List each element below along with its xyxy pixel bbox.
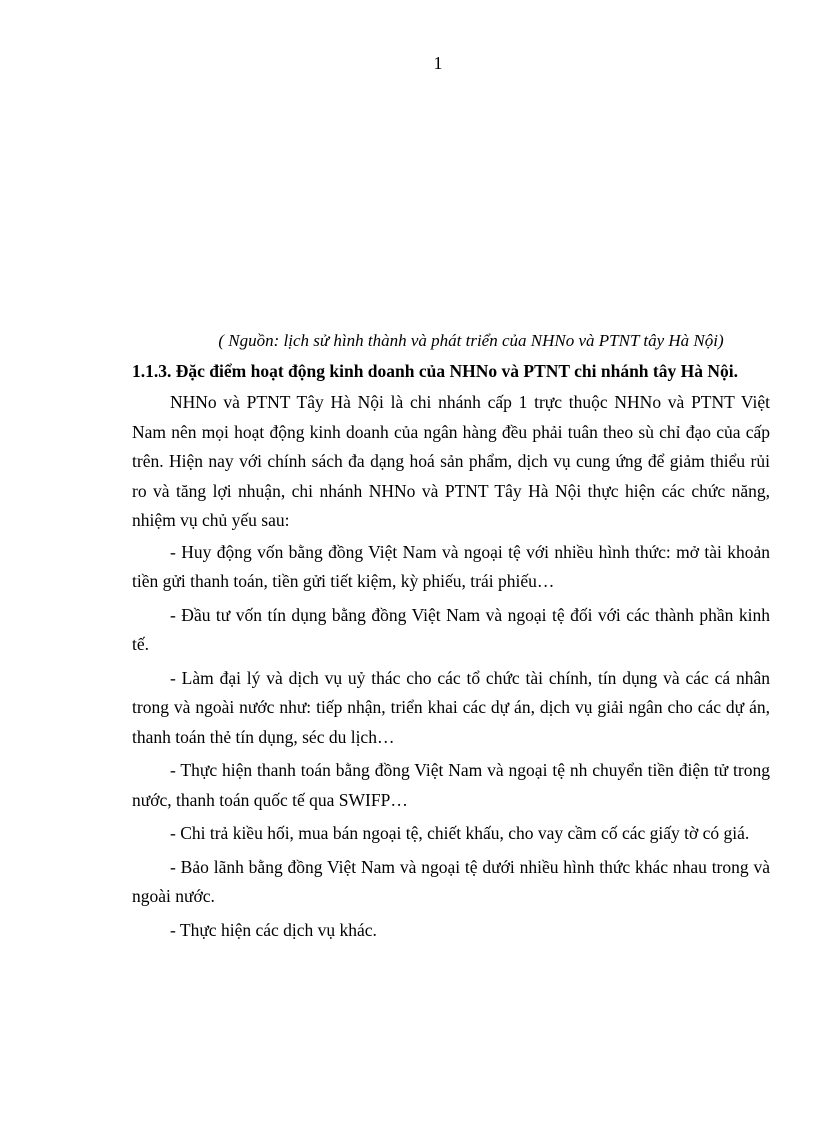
list-item: - Thực hiện các dịch vụ khác. (170, 919, 377, 940)
list-item: - Thực hiện thanh toán bằng đồng Việt Nam và ngoại tệ nh chuyển tiền điện tử trong nước, thanh toán quốc tế qua SWIFP… (132, 760, 770, 810)
list-item: - Làm đại lý và dịch vụ uỷ thác cho các tổ chức tài chính, tín dụng và các cá nhân trong và ngoài nước như: tiếp nhận, triển khai các dự án, dịch vụ giải ngân cho các dự án, thanh toán thẻ tín dụng, séc du lịch… (132, 667, 770, 747)
source-note: ( Nguồn: lịch sử hình thành và phát triển của NHNo và PTNT tây Hà Nội) (218, 331, 724, 350)
document-body (132, 326, 770, 949)
list-item: - Huy động vốn bằng đồng Việt Nam và ngoại tệ với nhiều hình thức: mở tài khoản tiền gửi thanh toán, tiền gửi tiết kiệm, kỳ phiếu, trái phiếu… (132, 541, 770, 591)
section-heading: 1.1.3. Đặc điểm hoạt động kinh doanh của NHNo và PTNT chi nhánh tây Hà Nội. (132, 361, 738, 381)
page-number: 1 (433, 53, 443, 73)
list-item: - Chi trả kiều hối, mua bán ngoại tệ, chiết khấu, cho vay cầm cố các giấy tờ có giá. (170, 823, 750, 843)
list-item: - Đầu tư vốn tín dụng bằng đồng Việt Nam và ngoại tệ đối với các thành phần kinh tế. (132, 604, 770, 654)
intro-paragraph: NHNo và PTNT Tây Hà Nội là chi nhánh cấp 1 trực thuộc NHNo và PTNT Việt Nam nên mọi hoạt động kinh doanh của ngân hàng đều phải tuân theo sù chỉ đạo của cấp trên. Hiện nay với chính sách đa dạng hoá sản phẩm, dịch vụ cung ứng để giảm thiểu rủi ro và tăng lợi nhuận, chi nhánh NHNo và PTNT Tây Hà Nội thực hiện các chức năng, nhiệm vụ chủ yếu sau: (132, 392, 770, 530)
list-item: - Bảo lãnh bằng đồng Việt Nam và ngoại tệ dưới nhiều hình thức khác nhau trong và ngoài nước. (132, 856, 770, 906)
